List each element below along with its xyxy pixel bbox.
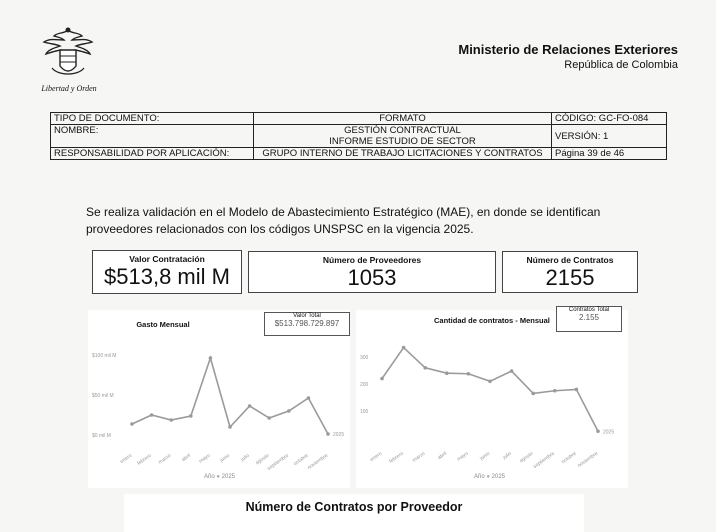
kpi-proveedores-label: Número de Proveedores [322,255,422,265]
chart2-x-tick: septiembre [532,450,556,470]
responsabilidad-value: GRUPO INTERNO DE TRABAJO LICITACIONES Y CONTRATOS [254,148,552,160]
chart2-x-tick: noviembre [576,450,600,470]
cantidad-contratos-chart [356,307,628,488]
chart2-end-label: 2025 [603,429,615,436]
chart2-x-tick: abril [436,450,448,462]
chart2-x-tick: junio [479,450,492,462]
chart1-x-tick: octubre [292,452,310,468]
chart1-x-tick: septiembre [266,452,290,472]
chart1-y-tick: $100 mil M [92,353,117,359]
chart2-x-tick: octubre [560,450,578,466]
nombre-value-line2: INFORME ESTUDIO DE SECTOR [329,136,476,147]
chart2-data-point [488,380,492,384]
chart1-data-point [130,422,134,426]
chart2-y-tick: 100 [360,409,369,415]
chart2-total-label: Contratos Total [568,307,610,313]
kpi-valor-contratacion [92,250,242,294]
chart1-data-point [228,425,232,429]
motto-text: Libertad y Orden [41,84,97,93]
intro-paragraph: Se realiza validación en el Modelo de Abastecimiento Estratégico (MAE), en donde se identifican proveedores relacionados con los códigos UNSPSC en la vigencia 2025. [86,205,601,236]
chart1-legend [204,474,235,480]
chart2-y-tick: 300 [360,355,369,361]
chart2-data-point [445,371,449,375]
colombia-coat-of-arms-icon [38,26,98,82]
chart2-legend [474,474,505,480]
ministry-title: Ministerio de Relaciones Exteriores [458,42,678,57]
chart1-data-point [267,416,271,420]
chart1-data-point [307,396,311,400]
chart1-legend-label: Año [204,474,215,480]
kpi-numero-contratos [502,251,638,293]
chart1-x-tick: mayo [198,452,212,465]
chart1-x-tick: junio [219,452,232,464]
chart1-data-point [209,356,213,360]
chart1-data-point [287,409,291,413]
tipo-value: FORMATO [254,113,552,125]
chart2-x-tick: mayo [456,450,470,463]
kpi-contratos-value: 2155 [545,265,595,290]
chart2-total-value: 2.155 [578,313,600,322]
chart1-x-tick: agosto [254,452,271,467]
chart1-x-tick: marzo [157,452,173,466]
chart1-y-tick: $0 mil M [92,433,111,439]
republic-subtitle: República de Colombia [564,59,678,71]
chart1-data-point [326,432,330,436]
chart2-legend-value: 2025 [491,474,506,480]
chart1-x-tick: julio [240,452,251,463]
chart2-data-point [467,372,471,376]
gasto-mensual-chart [88,310,350,488]
chart1-legend-value: 2025 [221,474,236,480]
chart2-title: Cantidad de contratos - Mensual [434,316,550,325]
chart2-x-tick: febrero [388,450,405,465]
kpi-valor-label: Valor Contratación [129,254,205,264]
nombre-value [254,125,552,148]
chart1-data-point [150,413,154,417]
chart2-x-tick: enero [369,450,384,463]
chart1-x-tick: febrero [136,452,153,467]
chart2-data-point [423,366,427,370]
kpi-numero-proveedores [248,251,496,293]
chart2-series-line [382,348,598,432]
nombre-value-line1: GESTIÓN CONTRACTUAL [344,125,461,136]
chart1-x-tick: enero [119,452,134,465]
chart2-data-point [596,429,600,433]
chart2-data-point [553,389,557,393]
chart1-end-label: 2025 [333,432,345,438]
kpi-contratos-label: Número de Contratos [526,255,614,265]
chart1-data-point [189,414,193,418]
document-form-table [50,112,667,160]
chart1-y-tick: $50 mil M [92,393,114,399]
pagina-cell: Página 39 de 46 [552,148,667,160]
chart2-legend-label: Año [474,474,485,480]
chart1-series-line [132,358,328,434]
kpi-proveedores-value: 1053 [347,265,397,290]
responsabilidad-label: RESPONSABILIDAD POR APLICACIÓN: [51,148,254,160]
chart2-y-tick: 200 [360,382,369,388]
version-cell: VERSIÓN: 1 [552,125,667,148]
chart1-legend-dot-icon: ● [216,474,220,480]
tipo-label: TIPO DE DOCUMENTO: [51,113,254,125]
chart2-plot [356,310,628,488]
chart2-data-point [380,377,384,381]
chart1-data-point [169,418,173,422]
chart1-data-point [248,404,252,408]
chart1-x-tick: abril [180,452,192,464]
contratos-por-proveedor-title: Número de Contratos por Proveedor [245,500,463,514]
chart2-legend-dot-icon: ● [486,474,490,480]
chart1-total-label: Valor Total [293,313,321,319]
chart2-data-point [510,369,514,373]
chart2-data-point [531,392,535,396]
chart1-title: Gasto Mensual [136,320,190,329]
chart2-x-tick: marzo [411,450,427,464]
chart2-data-point [402,346,406,350]
kpi-valor-value: $513,8 mil M [104,264,230,289]
codigo-cell: CÓDIGO: GC-FO-084 [552,113,667,125]
chart1-x-tick: noviembre [306,452,330,472]
chart1-total-value: $513.798.729.897 [274,319,340,328]
chart2-data-point [575,388,579,392]
chart2-x-tick: julio [502,450,513,461]
chart1-plot [88,310,350,488]
nombre-label: NOMBRE: [51,125,254,148]
chart2-x-tick: agosto [518,450,535,465]
